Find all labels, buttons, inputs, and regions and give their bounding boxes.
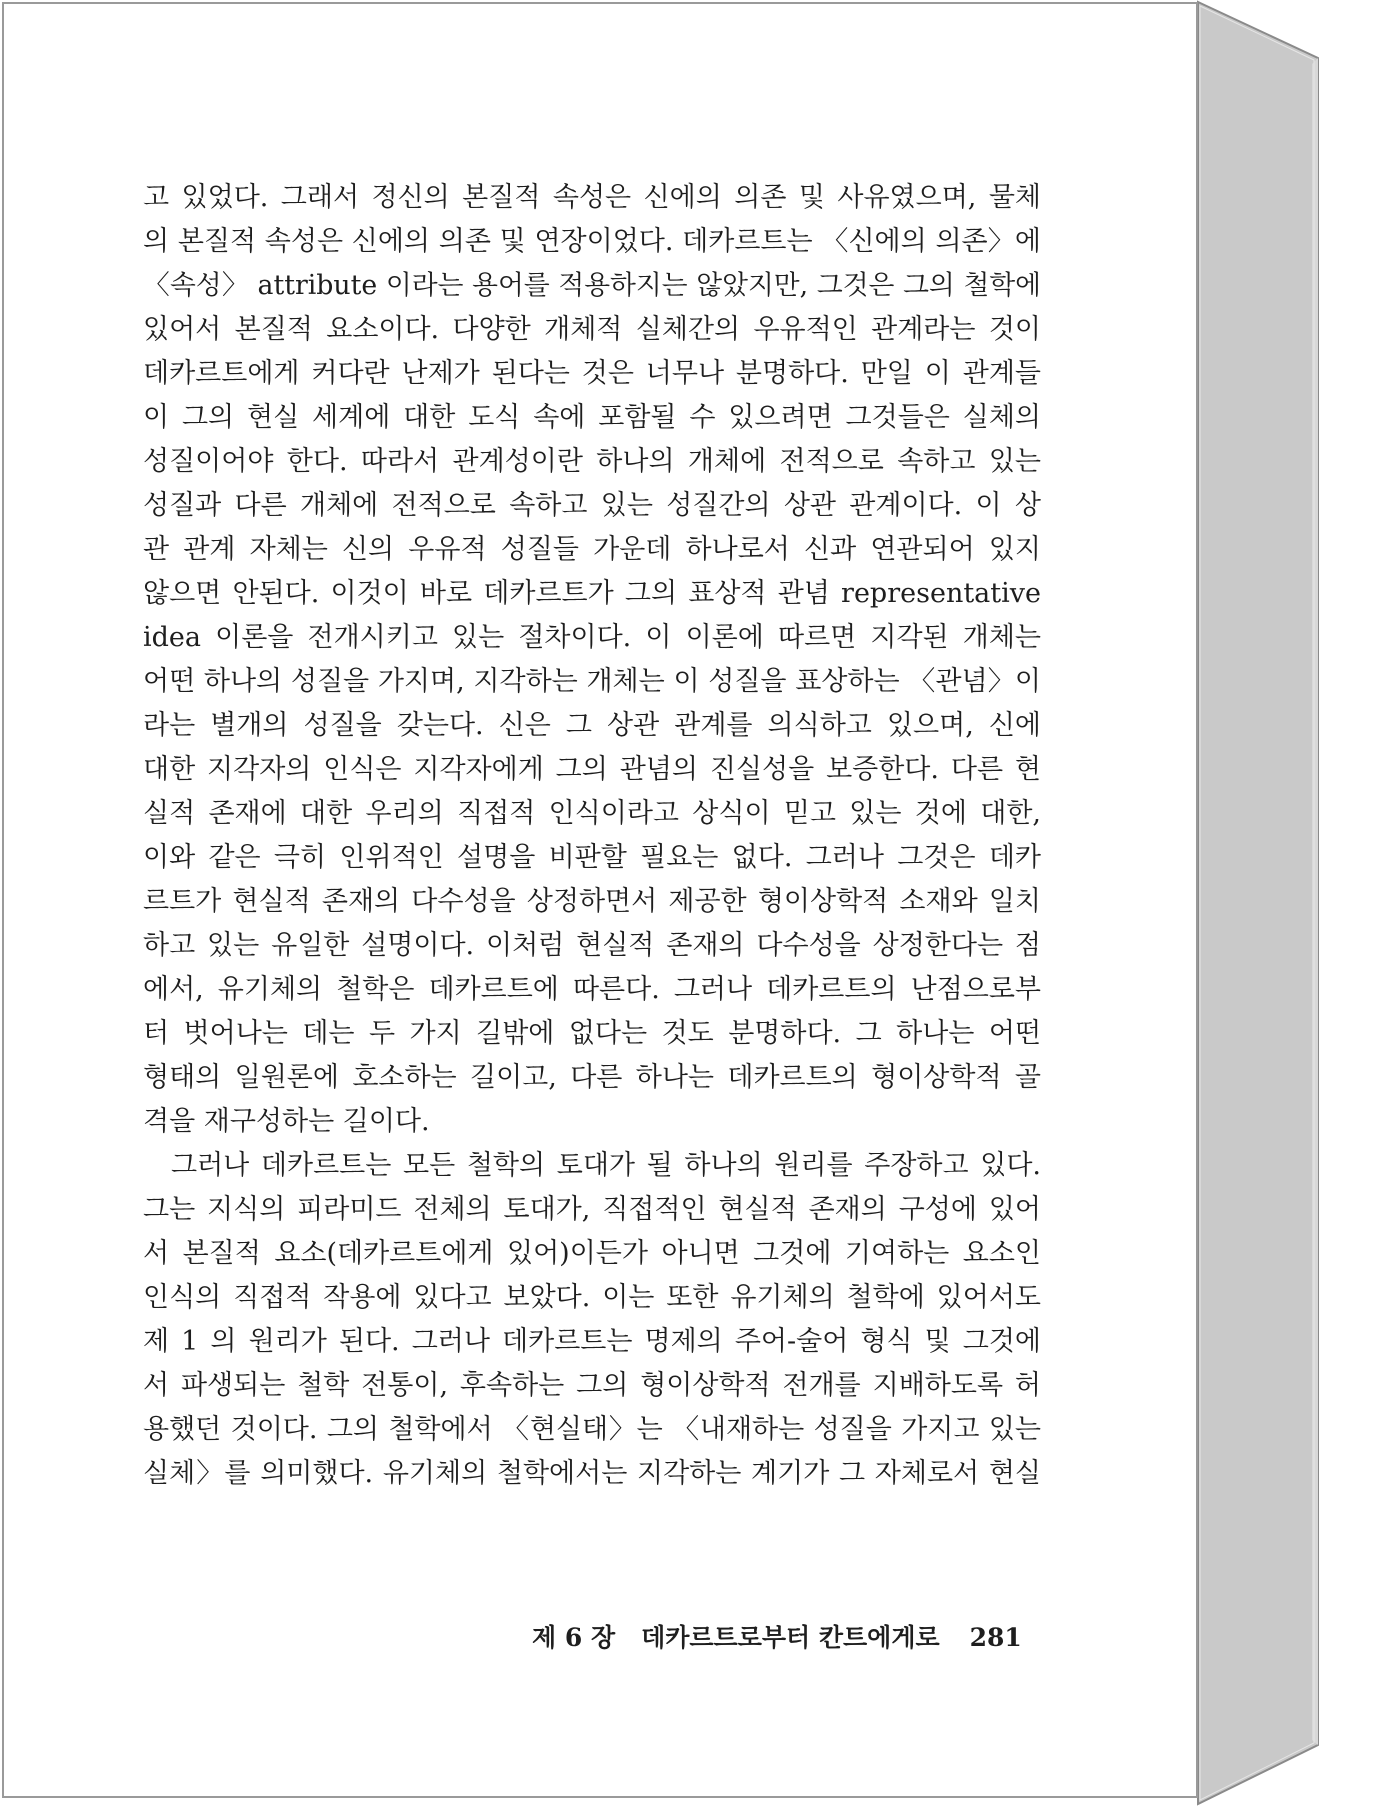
chapter-title: 데카르트로부터 칸트에게로 [641,1623,940,1652]
paragraph-1 [143,176,1041,1144]
text-line: 성질이어야 한다. 따라서 관계성이란 하나의 개체에 전적으로 속하고 있는 [143,446,1041,477]
text-line: 에서, 유기체의 철학은 데카르트에 따른다. 그러나 데카르트의 난점으로부 [143,974,1041,1005]
text-line: 고 있었다. 그래서 정신의 본질적 속성은 신에의 의존 및 사유였으며, 물체 [143,182,1041,213]
page-number: 281 [969,1623,1022,1652]
chapter-label: 제 6 장 [532,1623,616,1652]
paragraph-2 [143,1144,1041,1496]
text-line: 르트가 현실적 존재의 다수성을 상정하면서 제공한 형이상학적 소재와 일치 [143,886,1041,917]
page-body-text [143,176,1041,1496]
text-line: 서 파생되는 철학 전통이, 후속하는 그의 형이상학적 전개를 지배하도록 허 [143,1370,1041,1401]
text-line: 의 본질적 속성은 신에의 의존 및 연장이었다. 데카르트는 〈신에의 의존〉에 [143,226,1041,257]
text-line: 그는 지식의 피라미드 전체의 토대가, 직접적인 현실적 존재의 구성에 있어 [143,1194,1041,1225]
text-line: 인식의 직접적 작용에 있다고 보았다. 이는 또한 유기체의 철학에 있어서도 [143,1282,1041,1313]
text-line: idea 이론을 전개시키고 있는 절차이다. 이 이론에 따르면 지각된 개체는 [143,622,1041,653]
text-line: 서 본질적 요소(데카르트에게 있어)이든가 아니면 그것에 기여하는 요소인 [143,1238,1041,1269]
text-line: 실적 존재에 대한 우리의 직접적 인식이라고 상식이 믿고 있는 것에 대한, [143,798,1041,829]
text-line: 〈속성〉 attribute 이라는 용어를 적용하지는 않았지만, 그것은 그의 철학에 [143,270,1041,301]
text-line: 않으면 안된다. 이것이 바로 데카르트가 그의 표상적 관념 representative [143,578,1041,609]
text-line: 실체〉를 의미했다. 유기체의 철학에서는 지각하는 계기가 그 자체로서 현실 [143,1458,1041,1489]
text-line: 관 관계 자체는 신의 우유적 성질들 가운데 하나로서 신과 연관되어 있지 [143,534,1041,565]
text-line: 성질과 다른 개체에 전적으로 속하고 있는 성질간의 상관 관계이다. 이 상 [143,490,1041,521]
text-line: 하고 있는 유일한 설명이다. 이처럼 현실적 존재의 다수성을 상정한다는 점 [143,930,1041,961]
book-page [2,2,1198,1798]
text-line: 격을 재구성하는 길이다. [143,1106,430,1137]
text-line: 대한 지각자의 인식은 지각자에게 그의 관념의 진실성을 보증한다. 다른 현 [143,754,1041,785]
text-line: 이와 같은 극히 인위적인 설명을 비판할 필요는 없다. 그러나 그것은 데카 [143,842,1041,873]
text-line: 그러나 데카르트는 모든 철학의 토대가 될 하나의 원리를 주장하고 있다. [171,1150,1041,1181]
text-line: 이 그의 현실 세계에 대한 도식 속에 포함될 수 있으려면 그것들은 실체의 [143,402,1041,433]
page-footer [532,1618,1022,1654]
text-line: 터 벗어나는 데는 두 가지 길밖에 없다는 것도 분명하다. 그 하나는 어떤 [143,1018,1041,1049]
text-line: 용했던 것이다. 그의 철학에서 〈현실태〉는 〈내재하는 성질을 가지고 있는 [143,1414,1041,1445]
text-line: 데카르트에게 커다란 난제가 된다는 것은 너무나 분명하다. 만일 이 관계들 [143,358,1041,389]
text-line: 형태의 일원론에 호소하는 길이고, 다른 하나는 데카르트의 형이상학적 골 [143,1062,1041,1093]
text-line: 있어서 본질적 요소이다. 다양한 개체적 실체간의 우유적인 관계라는 것이 [143,314,1041,345]
text-line: 라는 별개의 성질을 갖는다. 신은 그 상관 관계를 의식하고 있으며, 신에 [143,710,1041,741]
text-line: 어떤 하나의 성질을 가지며, 지각하는 개체는 이 성질을 표상하는 〈관념〉이 [143,666,1041,697]
text-line: 제 1 의 원리가 된다. 그러나 데카르트는 명제의 주어-술어 형식 및 그것에 [143,1326,1041,1357]
